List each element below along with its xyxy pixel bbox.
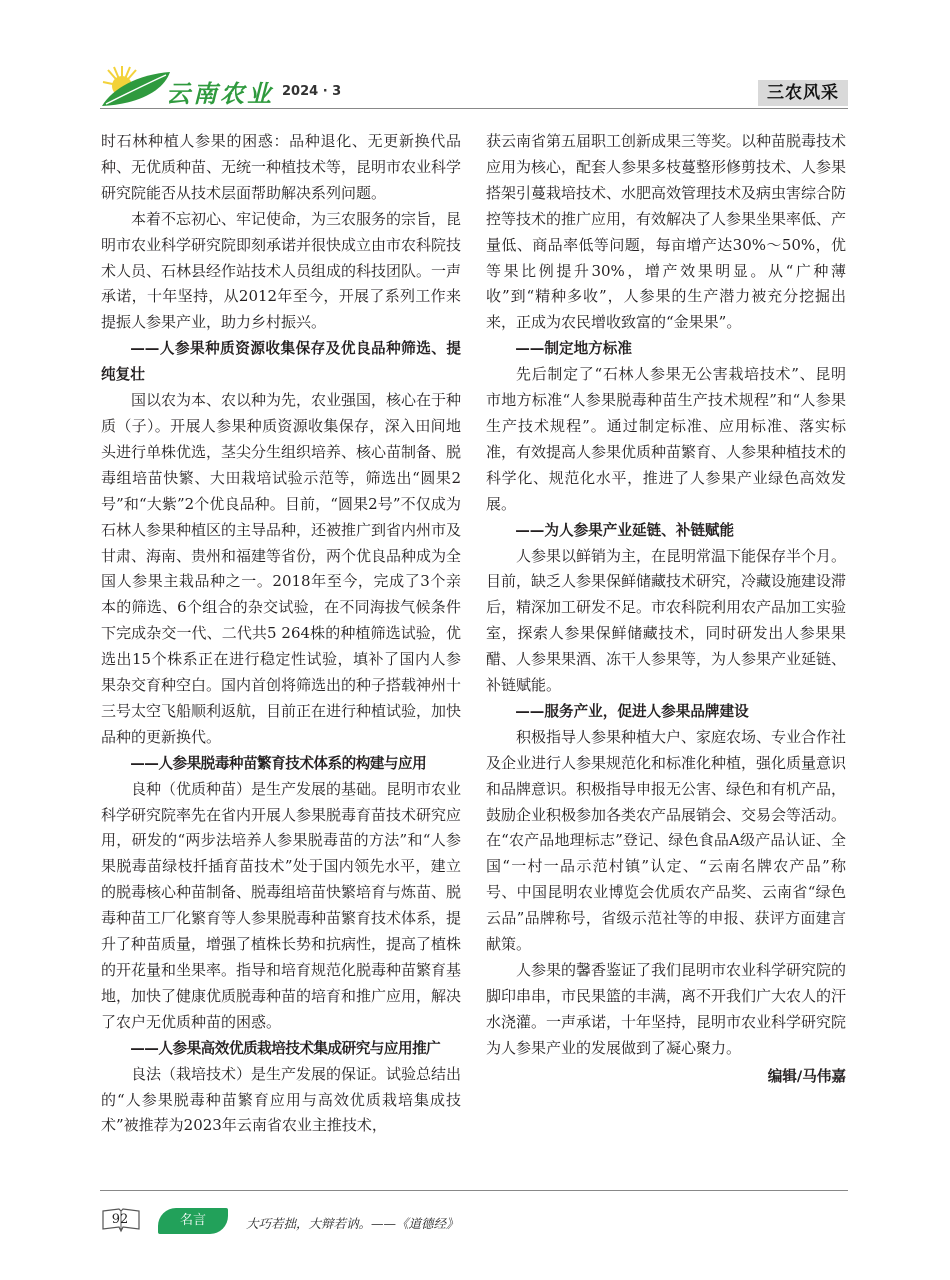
paragraph: 良种（优质种苗）是生产发展的基础。昆明市农业科学研究院率先在省内开展人参果脱毒育苗技术研究应用，研发的“两步法培养人参果脱毒苗的方法”和“人参果脱毒苗绿枝扦插育苗技术”处于国内领先水平，建立的脱毒核心种苗制备、脱毒组培苗快繁培育与炼苗、脱毒种苗工厂化繁育等人参果脱毒种苗繁育技术体系，提升了种苗质量，增强了植株长势和抗病性，提高了植株的开花量和坐果率。指导和培育规范化脱毒种苗繁育基地，加快了健康优质脱毒种苗的培育和推广应用，解决了农户无优质种苗的困惑。 (101, 779, 462, 1031)
header-divider (100, 108, 848, 109)
issue-number: 2024 · 3 (282, 84, 342, 99)
subheading: ——人参果种质资源收集保存及优良品种筛选、提纯复壮 (101, 340, 461, 384)
page-number: 92 (111, 1212, 129, 1227)
right-column (486, 129, 846, 1090)
subheading: ——人参果脱毒种苗繁育技术体系的构建与应用 (130, 754, 427, 772)
magazine-title: 云南农业 (166, 80, 274, 108)
subheading: ——服务产业，促进人参果品牌建设 (515, 702, 749, 720)
editor-credit: 编辑/马伟嘉 (767, 1067, 846, 1085)
paragraph: 积极指导人参果种植大户、家庭农场、专业合作社及企业进行人参果规范化和标准化种植，强化质量意识和品牌意识。积极指导申报无公害、绿色和有机产品，鼓励企业积极参加各类农产品展销会、交易会等活动。在“农产品地理标志”登记、绿色食品A级产品认证、全国“一村一品示范村镇”认定、“云南名牌农产品”称号、中国昆明农业博览会优质农产品奖、云南省“绿色云品”品牌称号，省级示范社等的申报、获评方面建言献策。 (486, 727, 847, 954)
paragraph: 国以农为本、农以种为先，农业强国，核心在于种质（子）。开展人参果种质资源收集保存，深入田间地头进行单株优选，茎尖分生组织培养、核心苗制备、脱毒组培苗快繁、大田栽培试验示范等，筛选出“圆果2号”和“大紫”2个优良品种。目前，“圆果2号”不仅成为石林人参果种植区的主导品种，还被推广到省内州市及甘肃、海南、贵州和福建等省份，两个优良品种成为全国人参果主栽品种之一。2018年至今，完成了3个亲本的筛选、6个组合的杂交试验，在不同海拔气候条件下完成杂交一代、二代共5 264株的种植筛选试验，优选出15个株系正在进行稳定性试验，填补了国内人参果杂交育种空白。国内首创将筛选出的种子搭载神州十三号太空飞船顺利返航，目前正在进行种植试验，加快品种的更新换代。 (101, 391, 462, 746)
paragraph: 时石林种植人参果的困惑：品种退化、无更新换代品种、无优质种苗、无统一种植技术等，昆明市农业科学研究院能否从技术层面帮助解决系列问题。 (101, 132, 462, 202)
subheading: ——人参果高效优质栽培技术集成研究与应用推广 (130, 1039, 441, 1057)
paragraph: 人参果以鲜销为主，在昆明常温下能保存半个月。目前，缺乏人参果保鲜储藏技术研究，冷藏设施建设滞后，精深加工研发不足。市农科院利用农产品加工实验室，探索人参果保鲜储藏技术，同时研发出人参果果醋、人参果果酒、冻干人参果等，为人参果产业延链、补链赋能。 (486, 546, 847, 695)
paragraph: 本着不忘初心、牢记使命，为三农服务的宗旨，昆明市农业科学研究院即刻承诺并很快成立由市农科院技术人员、石林县经作站技术人员组成的科技团队。一声承诺，十年坚持，从2012年至今，开展了系列工作来提振人参果产业，助力乡村振兴。 (101, 209, 462, 332)
paragraph: 先后制定了“石林人参果无公害栽培技术”、昆明市地方标准“人参果脱毒种苗生产技术规程”和“人参果生产技术规程”。通过制定标准、应用标准、落实标准，有效提高人参果优质种苗繁育、人参果种植技术的科学化、规范化水平，推进了人参果产业绿色高效发展。 (486, 365, 847, 513)
paragraph: 获云南省第五届职工创新成果三等奖。以种苗脱毒技术应用为核心，配套人参果多枝蔓整形修剪技术、人参果搭架引蔓栽培技术、水肥高效管理技术及病虫害综合防控等技术的推广应用，有效解决了人参果坐果率低、产量低、商品率低等问题，每亩增产达30%～50%，优等果比例提升30%，增产效果明显。从“广种薄收”到“精种多收”，人参果的生产潜力被充分挖掘出来，正成为农民增收致富的“金果果”。 (486, 132, 847, 332)
subheading: ——为人参果产业延链、补链赋能 (515, 521, 735, 539)
quote-text: 大巧若拙，大辩若讷。——《道德经》 (246, 1216, 459, 1231)
subheading: ——制定地方标准 (515, 340, 632, 358)
left-column (101, 129, 461, 1139)
quote-label: 名言 (158, 1208, 228, 1234)
paragraph: 良法（栽培技术）是生产发展的保证。试验总结出的“人参果脱毒种苗繁育应用与高效优质栽培集成技术”被推荐为2023年云南省农业主推技术， (101, 1064, 462, 1135)
section-title: 三农风采 (758, 80, 848, 106)
sun-leaf-icon (100, 64, 172, 108)
footer-divider (100, 1190, 848, 1191)
paragraph: 人参果的馨香鉴证了我们昆明市农业科学研究院的脚印串串，市民果篮的丰满，离不开我们广大农人的汗水浇灌。一声承诺，十年坚持，昆明市农业科学研究院为人参果产业的发展做到了凝心聚力。 (486, 961, 847, 1057)
